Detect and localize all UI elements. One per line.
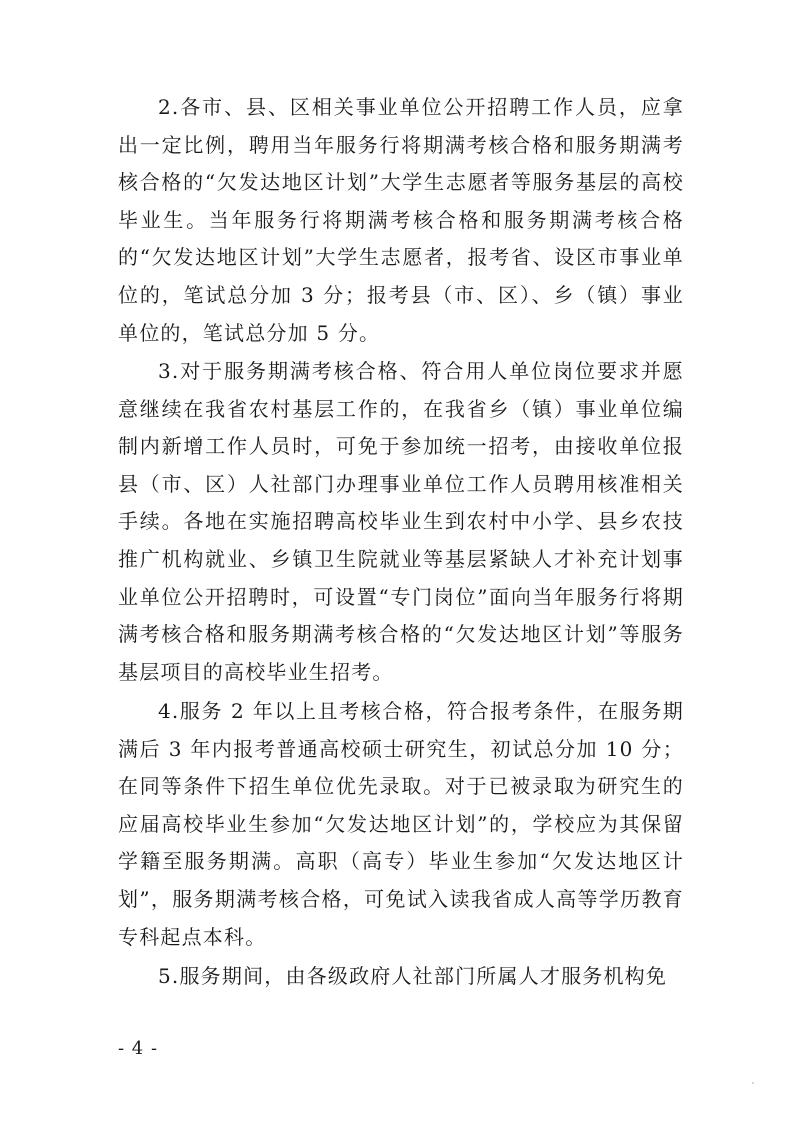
paragraph-item-2: 2.各市、县、区相关事业单位公开招聘工作人员，应拿出一定比例，聘用当年服务行将期满考核合格和服务期满考核合格的“欠发达地区计划”大学生志愿者等服务基层的高校毕业生。当年服务行将期满考核合格和服务期满考核合格的“欠发达地区计划”大学生志愿者，报考省、设区市事业单位的，笔试总分加 3 分；报考县（市、区）、乡（镇）事业单位的，笔试总分加 5 分。 (118, 95, 684, 345)
paragraph-item-3: 3.对于服务期满考核合格、符合用人单位岗位要求并愿意继续在我省农村基层工作的，在我省乡（镇）事业单位编制内新增工作人员时，可免于参加统一招考，由接收单位报县（市、区）人社部门办理事业单位工作人员聘用核准相关手续。各地在实施招聘高校毕业生到农村中小学、县乡农技推广机构就业、乡镇卫生院就业等基层紧缺人才补充计划事业单位公开招聘时，可设置“专门岗位”面向当年服务行将期满考核合格和服务期满考核合格的“欠发达地区计划”等服务基层项目的高校毕业生招考。 (118, 359, 684, 684)
page-number: - 4 - (118, 1038, 159, 1059)
scan-speck (752, 1082, 754, 1084)
paragraph-item-4: 4.服务 2 年以上且考核合格，符合报考条件，在服务期满后 3 年内报考普通高校硕士研究生，初试总分加 10 分；在同等条件下招生单位优先录取。对于已被录取为研究生的应届高校毕业生参加“欠发达地区计划”的，学校应为其保留学籍至服务期满。高职（高专）毕业生参加“欠发达地区计划”，服务期满考核合格，可免试入读我省成人高等学历教育专科起点本科。 (118, 699, 684, 949)
paragraph-item-5: 5.服务期间，由各级政府人社部门所属人才服务机构免 (158, 964, 668, 988)
